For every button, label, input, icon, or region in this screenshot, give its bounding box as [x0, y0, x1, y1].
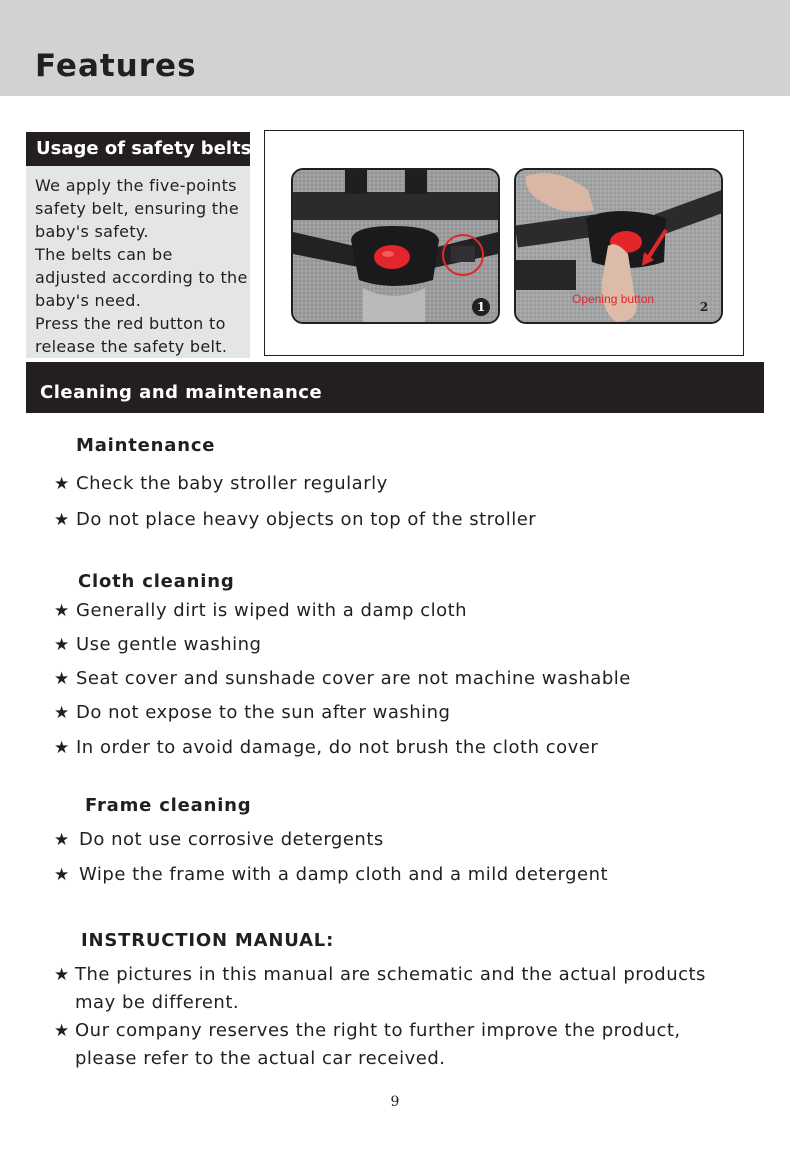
list-item: ★ Do not place heavy objects on top of the stroller — [54, 509, 537, 530]
list-item: ★ Seat cover and sunshade cover are not machine washable — [54, 668, 631, 689]
cleaning-section-bar — [26, 362, 764, 413]
safety-belts-label-box — [26, 132, 250, 166]
list-item: ★ Wipe the frame with a damp cloth and a mild detergent — [54, 864, 609, 885]
cloth-cleaning-heading: Cloth cleaning — [78, 571, 235, 592]
frame-cleaning-heading: Frame cleaning — [85, 795, 252, 816]
list-item: ★ Our company reserves the right to further improve the product, please refer to the actual car received. — [54, 1017, 734, 1073]
star-icon: ★ — [54, 865, 70, 885]
list-item: ★ The pictures in this manual are schematic and the actual products may be different. — [54, 961, 734, 1017]
star-icon: ★ — [54, 965, 70, 985]
description-line: baby's safety. — [35, 222, 149, 241]
description-line: The belts can be — [35, 245, 173, 264]
list-item: ★ Use gentle washing — [54, 634, 262, 655]
safety-belts-description — [26, 166, 250, 358]
cleaning-section-title: Cleaning and maintenance — [40, 382, 323, 403]
star-icon: ★ — [54, 830, 70, 850]
list-item: ★ Check the baby stroller regularly — [54, 473, 388, 494]
list-item: ★ Generally dirt is wiped with a damp cloth — [54, 600, 468, 621]
star-icon: ★ — [54, 738, 70, 758]
description-line: adjusted according to the — [35, 268, 248, 287]
description-line: We apply the five-points — [35, 176, 237, 195]
list-item: ★ Do not use corrosive detergents — [54, 829, 384, 850]
photo-number-2: 2 — [699, 300, 709, 314]
page-title: Features — [35, 48, 197, 84]
header-band — [0, 0, 790, 96]
star-icon: ★ — [54, 1021, 70, 1041]
safety-belts-heading: Usage of safety belts — [36, 138, 252, 159]
list-item: ★ Do not expose to the sun after washing — [54, 702, 451, 723]
star-icon: ★ — [54, 601, 70, 621]
maintenance-heading: Maintenance — [76, 435, 216, 456]
buckle-illustration — [293, 170, 498, 322]
buckle-photo-1 — [291, 168, 500, 324]
page-number: 9 — [390, 1094, 400, 1110]
description-line: Press the red button to — [35, 314, 226, 333]
star-icon: ★ — [54, 669, 70, 689]
star-icon: ★ — [54, 703, 70, 723]
description-line: safety belt, ensuring the — [35, 199, 239, 218]
description-line: baby's need. — [35, 291, 142, 310]
instruction-manual-heading: INSTRUCTION MANUAL: — [81, 930, 335, 951]
buckle-photo-2 — [514, 168, 723, 324]
star-icon: ★ — [54, 474, 70, 494]
photo-number-1: 1 — [472, 298, 490, 316]
list-item: ★ In order to avoid damage, do not brush the cloth cover — [54, 737, 599, 758]
star-icon: ★ — [54, 510, 70, 530]
opening-button-caption: Opening button — [572, 292, 655, 306]
description-line: release the safety belt. — [35, 337, 228, 356]
star-icon: ★ — [54, 635, 70, 655]
buckle-photos-frame — [264, 130, 744, 356]
